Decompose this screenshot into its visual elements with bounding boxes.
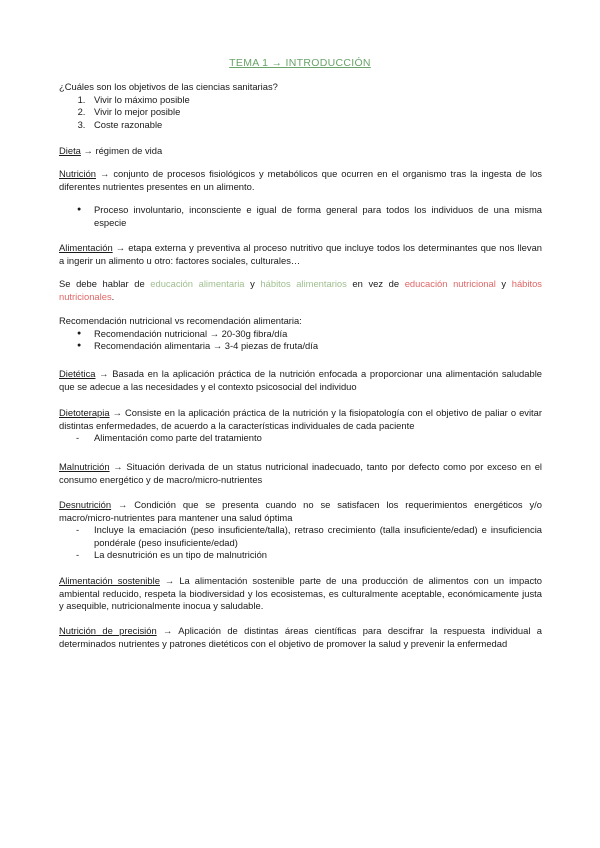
alimentacion-term: Alimentación xyxy=(59,242,113,253)
dietoterapia-definition: → Consiste en la aplicación práctica de la nutrición y la fisiopatología con el objetivo de paliar o evitar distintas enfermedades, de acuerdo a la características individuales de cada paciente xyxy=(59,407,542,431)
list-item: - Incluye la emaciación (peso insuficiente/talla), retraso crecimiento (talla insuficiente/edad) e insuficiencia pondérale (peso insuficiente/edad) xyxy=(94,524,542,549)
list-item: ● Recomendación nutricional → 20-30g fibra/día xyxy=(94,328,542,341)
page-title: TEMA 1 → INTRODUCCIÓN xyxy=(229,57,371,69)
list-item: 2. Vivir lo mejor posible xyxy=(88,106,542,119)
recomendacion-heading: Recomendación nutricional vs recomendación alimentaria: xyxy=(59,315,302,326)
dieta-paragraph xyxy=(59,145,542,158)
dietoterapia-section xyxy=(59,407,542,445)
hablar-text: . xyxy=(111,290,115,302)
malnutricion-section xyxy=(59,461,542,486)
dietetica-definition: → Basada en la aplicación práctica de la nutrición enfocada a proporcionar una alimentación saludable que se adecue a las necesidades y el contexto psicosocial del individuo xyxy=(59,368,542,392)
nutricion-definition: → conjunto de procesos fisiológicos y metabólicos que ocurren en el organismo tras la ingesta de los diferentes nutrientes presentes en un alimento. xyxy=(59,168,542,192)
list-item: - La desnutrición es un tipo de malnutrición xyxy=(94,549,542,562)
desnutricion-list xyxy=(59,524,542,562)
recomendacion-list xyxy=(59,328,542,353)
hablar-paragraph xyxy=(59,278,542,303)
list-item: ● Recomendación alimentaria → 3-4 piezas de fruta/día xyxy=(94,340,542,353)
dieta-definition: → régimen de vida xyxy=(80,145,163,156)
list-item: - Alimentación como parte del tratamiento xyxy=(94,432,542,445)
sostenible-definition: → La alimentación sostenible parte de una producción de alimentos con un impacto ambiental reducido, respeta la biodiversidad y los ecosistemas, es culturalmente aceptable, económicamente justa y asequible, nutricionalmente inocua y saludable. xyxy=(59,575,542,611)
malnutricion-term: Malnutrición xyxy=(59,461,110,472)
hablar-text: Se debe hablar de xyxy=(59,278,151,289)
desnutricion-section xyxy=(59,499,542,562)
list-item: 1. Vivir lo máximo posible xyxy=(88,94,542,107)
list-item: 3. Coste razonable xyxy=(88,119,542,132)
list-item: ● Proceso involuntario, inconsciente e igual de forma general para todos los individuos de una misma especie xyxy=(94,204,542,229)
nutricion-bullet-block xyxy=(59,204,542,229)
habitos-alimentarios-term: hábitos alimentarios xyxy=(260,278,347,289)
dietetica-term: Dietética xyxy=(59,368,96,379)
desnutricion-definition: → Condición que se presenta cuando no se satisfacen los requerimientos energéticos y/o macro/micro-nutrientes para mantener una salud óptima xyxy=(59,499,542,523)
precision-definition: → Aplicación de distintas áreas científicas para descifrar la respuesta individual a determinados nutrientes y patrones dietéticos con el objetivo de promover la salud y prevenir la enfermedad xyxy=(59,625,542,649)
malnutricion-definition: → Situación derivada de un status nutricional inadecuado, tanto por defecto como por exceso en el consumo energético y de macro/micro-nutrientes xyxy=(59,461,542,485)
sostenible-section xyxy=(59,575,542,613)
precision-section xyxy=(59,625,542,650)
dietetica-section xyxy=(59,368,542,393)
habitos-nutricionales-term: hábitos nutricionales xyxy=(59,278,542,302)
nutricion-term: Nutrición xyxy=(59,168,96,179)
hablar-text: en vez de xyxy=(346,278,405,289)
recomendacion-section xyxy=(59,315,542,353)
objectives-question: ¿Cuáles son los objetivos de las ciencias sanitarias? xyxy=(59,81,278,92)
objectives-list xyxy=(59,94,542,132)
desnutricion-term: Desnutrición xyxy=(59,499,112,510)
sostenible-term: Alimentación sostenible xyxy=(59,575,160,586)
hablar-text: y xyxy=(244,278,261,289)
nutricion-section xyxy=(59,168,542,193)
alimentacion-definition: → etapa externa y preventiva al proceso nutritivo que incluye todos los determinantes que nos llevan a ingerir un alimento u otro: factores sociales, culturales… xyxy=(59,242,542,266)
hablar-text: y xyxy=(495,278,512,289)
educacion-nutricional-term: educación nutricional xyxy=(404,278,496,289)
precision-term: Nutrición de precisión xyxy=(59,625,157,636)
educacion-alimentaria-term: educación alimentaria xyxy=(150,278,245,289)
objectives-section xyxy=(59,81,542,131)
alimentacion-section xyxy=(59,242,542,267)
dieta-term: Dieta xyxy=(59,145,81,156)
dietoterapia-term: Dietoterapia xyxy=(59,407,110,418)
